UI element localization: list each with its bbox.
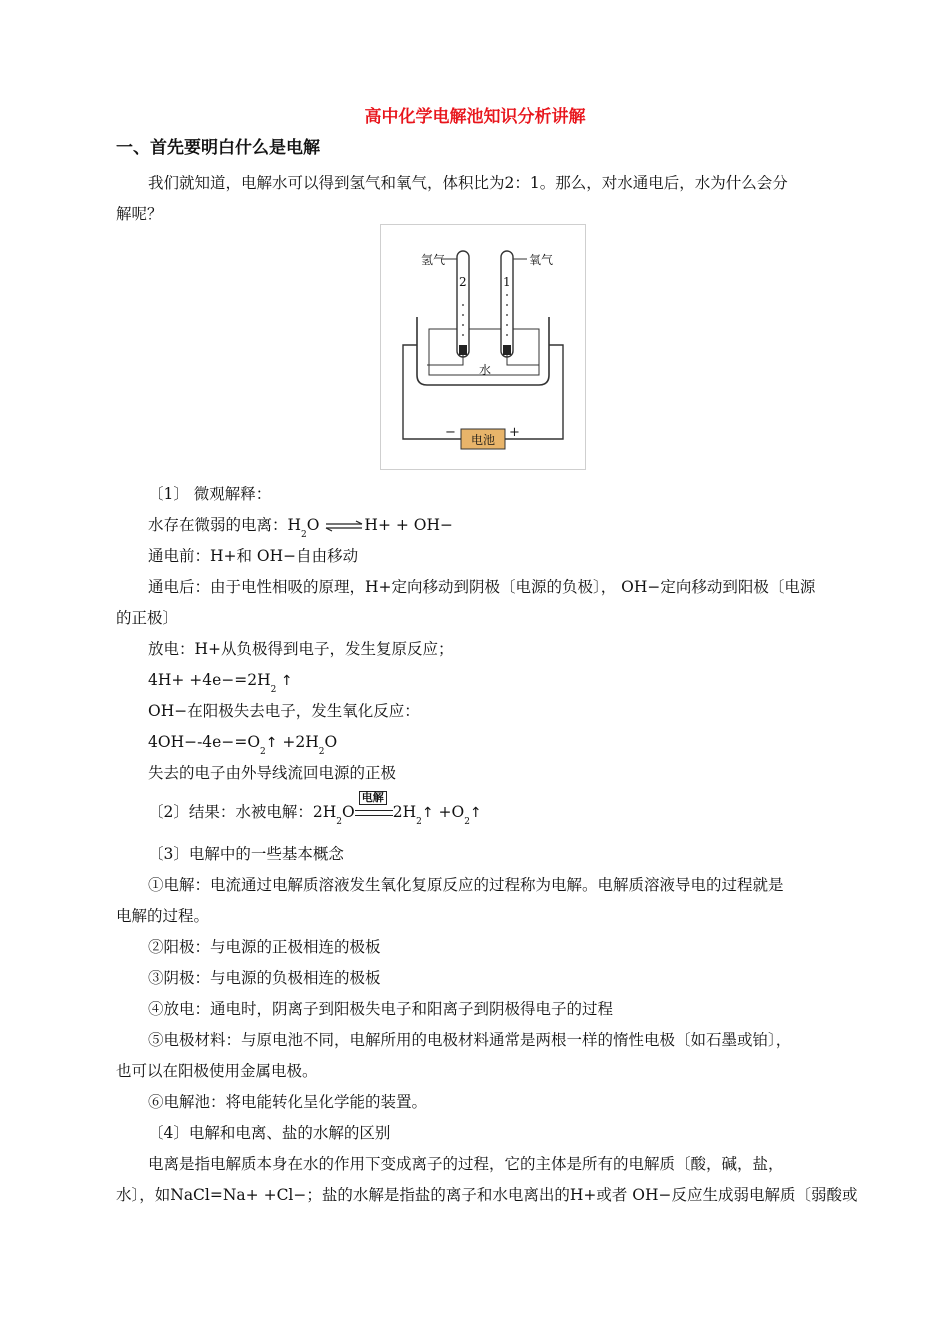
intro-paragraph-line-1: 我们就知道，电解水可以得到氢气和氧气，体积比为2：1。那么，对水通电后，水为什么会分 (148, 174, 788, 192)
anode-equation (148, 732, 337, 755)
anode-equation-part-c: O (324, 733, 338, 751)
intro-paragraph-line-2: 解呢？ (116, 205, 163, 223)
electrolysis-condition-label: 电解 (359, 791, 387, 805)
tube-left-number: 2 (459, 275, 467, 289)
hydrogen-discharge-text: 放电：H+从负极得到电子，发生复原反应； (148, 640, 454, 658)
after-current-line-2: 的正极〕 (116, 609, 179, 627)
ionization-subscript: 2 (301, 530, 307, 540)
anode-equation-part-a: 4OH−-4e−=O (148, 733, 261, 751)
concept-4: ④放电：通电时，阴离子到阳极失电子和阳离子到阴极得电子的过程 (148, 1000, 614, 1018)
difference-line-2: 水〕，如NaCl=Na+ +Cl−；盐的水解是指盐的离子和水电离出的H+或者 OH−反应生成弱电解质〔弱酸或 (116, 1186, 858, 1204)
micro-heading: 〔1〕 微观解释： (148, 485, 272, 503)
concept-5-line-2: 也可以在阳极使用金属电极。 (116, 1062, 318, 1080)
gas-arrow-icon: ↑ (421, 805, 434, 821)
concepts-heading: 〔3〕电解中的一些基本概念 (148, 845, 344, 863)
ionization-products: H+ + OH− (364, 516, 453, 534)
reversible-arrow-icon (324, 520, 364, 532)
cathode-equation (148, 670, 293, 693)
difference-line-1: 电离是指电解质本身在水的作用下变成离子的过程，它的主体是所有的电解质〔酸，碱，盐， (148, 1155, 784, 1173)
concept-3: ③阴极：与电源的负极相连的极板 (148, 969, 381, 987)
anode-equation-subscript-2: 2 (318, 747, 325, 757)
result-subscript-1: 2 (336, 817, 342, 827)
ionization-oxygen: O (306, 516, 320, 534)
page-title: 高中化学电解池知识分析讲解 (364, 107, 586, 127)
concept-5-line-1: ⑤电极材料：与原电池不同，电解所用的电极材料通常是两根一样的惰性电极〔如石墨或铂〕， (148, 1031, 792, 1049)
gas-arrow-icon: ↑ (276, 673, 293, 689)
battery-positive-sign: + (509, 425, 520, 440)
result-subscript-3: 2 (464, 817, 470, 827)
concept-1-line-2: 电解的过程。 (116, 907, 210, 925)
difference-heading: 〔4〕电解和电离、盐的水解的区别 (148, 1124, 391, 1142)
anode-equation-subscript-1: 2 (260, 747, 266, 757)
electron-return-text: 失去的电子由外导线流回电源的正极 (148, 764, 397, 782)
result-oxygen: O (341, 803, 355, 821)
battery-negative-sign: − (445, 425, 456, 440)
hydrogen-label: 氢气 (421, 253, 446, 267)
tube-right-number: 1 (503, 275, 511, 289)
oxygen-label: 氧气 (529, 253, 554, 267)
anode-equation-part-b: +2H (277, 733, 319, 751)
ionization-equation (148, 515, 453, 538)
result-subscript-2: 2 (416, 817, 422, 827)
cathode-equation-subscript: 2 (270, 685, 277, 695)
section-heading: 一、首先要明白什么是电解 (116, 138, 320, 158)
result-mid: +O (433, 803, 465, 821)
result-product-1: 2H (392, 803, 417, 821)
concept-2: ②阳极：与电源的正极相连的极板 (148, 938, 381, 956)
result-prefix: 〔2〕结果：水被电解：2H (148, 803, 337, 821)
result-equation (148, 791, 482, 827)
electrolysis-apparatus-figure (380, 224, 586, 470)
concept-1-line-1: ①电解：电流通过电解质溶液发生氧化复原反应的过程称为电解。电解质溶液导电的过程就是 (148, 876, 784, 894)
before-current-text: 通电前：H+和 OH−自由移动 (148, 547, 359, 565)
gas-arrow-icon: ↑ (469, 805, 482, 821)
ionization-prefix: 水存在微弱的电离：H (148, 516, 302, 534)
cathode-equation-main: 4H+ +4e−=2H (148, 671, 271, 689)
concept-6: ⑥电解池：将电能转化呈化学能的装置。 (148, 1093, 428, 1111)
gas-arrow-icon: ↑ (265, 735, 278, 751)
battery-label: 电池 (471, 433, 496, 447)
after-current-line-1: 通电后：由于电性相吸的原理，H+定向移动到阴极〔电源的负极〕， OH−定向移动到阳极〔电源 (148, 578, 816, 596)
water-label: 水 (479, 363, 492, 377)
hydroxide-discharge-text: OH−在阳极失去电子，发生氧化反应： (148, 702, 420, 720)
electrolysis-condition-arrow (355, 791, 393, 823)
